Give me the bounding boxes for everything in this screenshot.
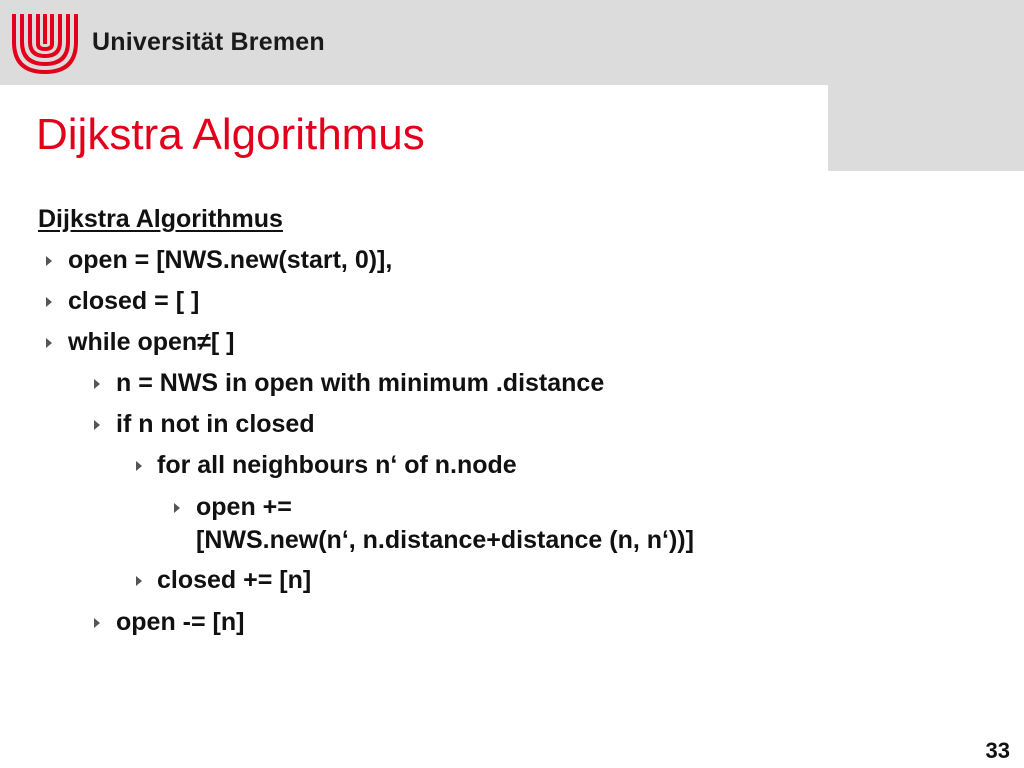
algorithm-line: open = [NWS.new(start, 0)], [68,246,393,274]
triangle-arrow-icon [94,420,100,430]
triangle-arrow-icon [46,297,52,307]
triangle-arrow-icon [94,618,100,628]
section-heading: Dijkstra Algorithmus [38,205,283,233]
triangle-arrow-icon [94,379,100,389]
algorithm-line: while open≠[ ] [68,328,235,356]
algorithm-line: open += [196,493,292,521]
algorithm-line: closed = [ ] [68,287,200,315]
algorithm-line: n = NWS in open with minimum .distance [116,369,605,397]
triangle-arrow-icon [174,503,180,513]
triangle-arrow-icon [46,256,52,266]
algorithm-line-continuation: [NWS.new(n‘, n.distance+distance (n, n‘))] [196,526,694,554]
triangle-arrow-icon [46,338,52,348]
slide-title: Dijkstra Algorithmus [36,110,425,159]
algorithm-line: if n not in closed [116,410,315,438]
algorithm-line: for all neighbours n‘ of n.node [157,451,517,479]
university-logo-icon [10,12,80,76]
university-name: Universität Bremen [92,28,325,56]
header-side-block [828,85,1024,171]
algorithm-line: closed += [n] [157,566,312,594]
triangle-arrow-icon [136,576,142,586]
triangle-arrow-icon [136,461,142,471]
page-number: 33 [985,738,1010,763]
algorithm-line: open -= [n] [116,608,245,636]
